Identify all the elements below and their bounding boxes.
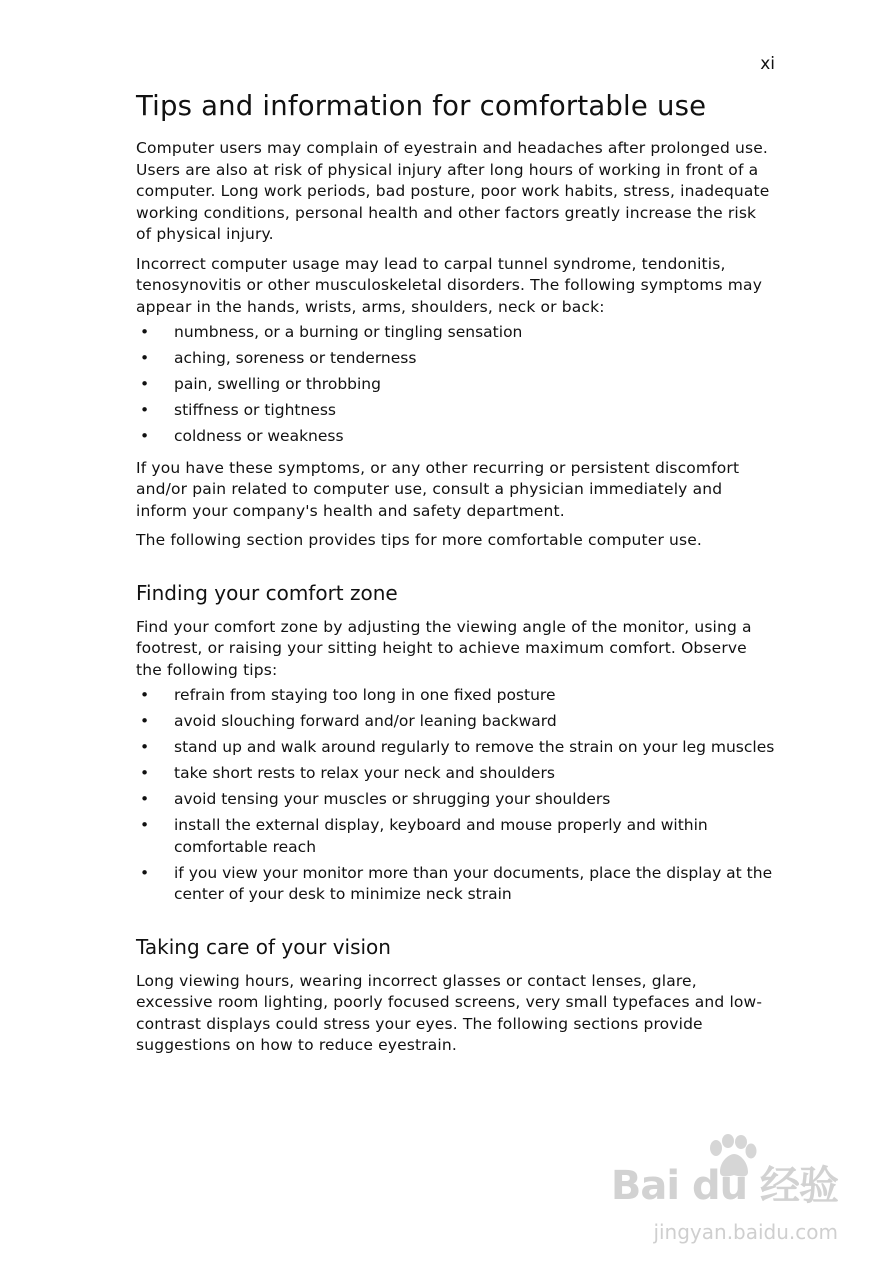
- list-item: • coldness or weakness: [136, 426, 776, 448]
- comfort-tips-list: [136, 685, 776, 906]
- list-item: • avoid slouching forward and/or leaning backward: [136, 711, 776, 733]
- list-item: • take short rests to relax your neck and shoulders: [136, 763, 776, 785]
- symptoms-advice-paragraph: If you have these symptoms, or any other recurring or persistent discomfort and/or pain related to computer use, consult a physician immediately and inform your company's health and safety department.: [136, 458, 740, 520]
- bullet-icon: •: [140, 764, 150, 782]
- bullet-icon: •: [140, 375, 150, 393]
- section-intro-paragraph: The following section provides tips for more comfortable computer use.: [136, 531, 703, 549]
- bullet-icon: •: [140, 427, 150, 445]
- bullet-icon: •: [140, 712, 150, 730]
- list-item: • stand up and walk around regularly to remove the strain on your leg muscles: [136, 737, 776, 759]
- bullet-icon: •: [140, 863, 150, 882]
- list-item: • avoid tensing your muscles or shrugging your shoulders: [136, 789, 776, 811]
- list-item: • aching, soreness or tenderness: [136, 348, 776, 370]
- comfort-zone-heading: Finding your comfort zone: [136, 580, 398, 605]
- watermark-url: jingyan.baidu.com: [653, 1220, 838, 1244]
- list-item: • numbness, or a burning or tingling sensation: [136, 322, 776, 344]
- bullet-icon: •: [140, 738, 150, 756]
- list-item: • stiffness or tightness: [136, 400, 776, 422]
- symptom-list: [136, 322, 776, 448]
- document-body: [136, 86, 776, 1065]
- bullet-icon: •: [140, 790, 150, 808]
- page-title: Tips and information for comfortable use: [136, 90, 707, 122]
- intro-paragraph-1: Computer users may complain of eyestrain and headaches after prolonged use. Users are also at risk of physical injury after long hours of working in front of a computer. Long work periods, bad posture, poor work habits, stress, inadequate working conditions, personal health and other factors greatly increase the risk of physical injury.: [136, 139, 770, 243]
- page-number: xi: [760, 54, 775, 74]
- list-item: • install the external display, keyboard and mouse properly and within comfortable reach: [140, 816, 708, 856]
- list-item: • refrain from staying too long in one fixed posture: [136, 685, 776, 707]
- watermark-logo: Bai du 经验: [610, 1163, 838, 1209]
- intro-paragraph-2: Incorrect computer usage may lead to carpal tunnel syndrome, tendonitis, tenosynovitis or other musculoskeletal disorders. The following symptoms may appear in the hands, wrists, arms, shoulders, neck or back:: [136, 254, 763, 316]
- list-item: • if you view your monitor more than your documents, place the display at the center of your desk to minimize neck strain: [140, 863, 773, 903]
- bullet-icon: •: [140, 349, 150, 367]
- bullet-icon: •: [140, 686, 150, 704]
- baidu-watermark: [610, 1134, 838, 1244]
- vision-heading: Taking care of your vision: [136, 934, 391, 959]
- vision-paragraph: Long viewing hours, wearing incorrect glasses or contact lenses, glare, excessive room lighting, poorly focused screens, very small typefaces and low-contrast displays could stress your eyes. The following sections provide suggestions on how to reduce eyestrain.: [136, 971, 763, 1054]
- list-item: • pain, swelling or throbbing: [136, 374, 776, 396]
- bullet-icon: •: [140, 323, 150, 341]
- comfort-zone-paragraph: Find your comfort zone by adjusting the viewing angle of the monitor, using a footrest, or raising your sitting height to achieve maximum comfort. Observe the following tips:: [136, 617, 752, 679]
- bullet-icon: •: [140, 816, 150, 834]
- bullet-icon: •: [140, 401, 150, 419]
